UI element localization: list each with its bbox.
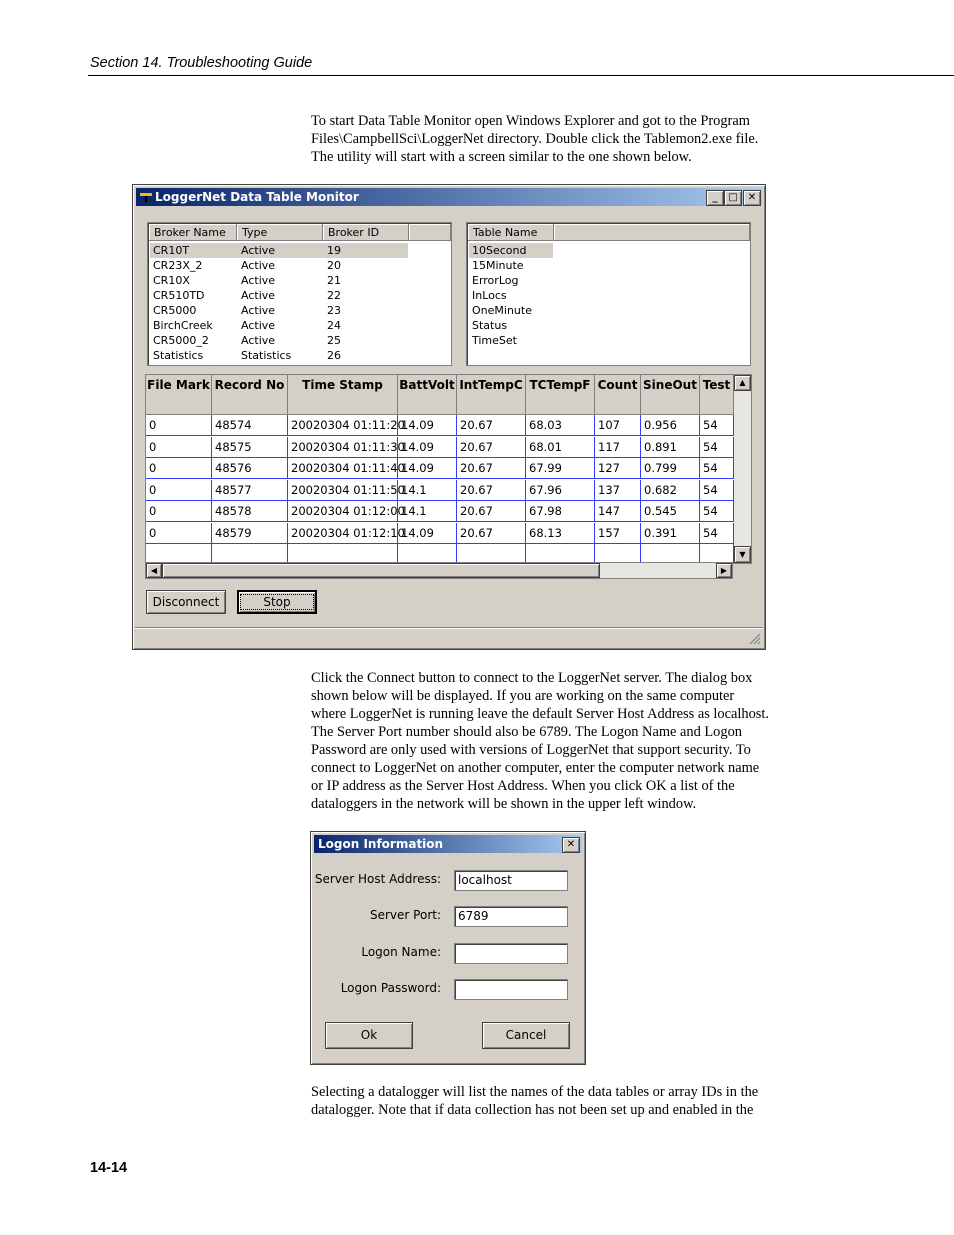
closing-paragraph (311, 1083, 816, 1119)
grid-cell[interactable]: 147 (595, 501, 641, 522)
grid-cell[interactable]: 54 (700, 501, 734, 522)
grid-cell[interactable]: 0.799 (641, 458, 700, 479)
grid-cell[interactable]: 20.67 (457, 415, 526, 436)
grid-cell[interactable]: 20.67 (457, 501, 526, 522)
resize-grip-icon[interactable] (749, 633, 761, 645)
disconnect-label: Disconnect (152, 595, 220, 609)
ok-label: Ok (360, 1028, 378, 1042)
broker-cell: 19 (327, 244, 341, 257)
grid-cell[interactable]: 14.09 (398, 415, 457, 436)
stop-label: Stop (241, 595, 312, 609)
broker-cell: Active (241, 304, 276, 317)
logon-title: Logon Information (318, 837, 444, 851)
grid-column-header[interactable]: Time Stamp (288, 375, 398, 415)
broker-cell: Active (241, 289, 276, 302)
grid-cell[interactable] (146, 544, 212, 564)
grid-cell[interactable]: 20020304 01:11:40 (288, 458, 398, 479)
cancel-button[interactable] (482, 1022, 570, 1049)
grid-cell[interactable]: 137 (595, 480, 641, 501)
table-name: 15Minute (472, 259, 524, 272)
grid-column-header[interactable]: File Mark (146, 375, 212, 415)
broker-cell: Active (241, 334, 276, 347)
scroll-left-button[interactable]: ◀ (146, 563, 162, 578)
grid-cell[interactable]: 54 (700, 523, 734, 544)
grid-cell[interactable]: 54 (700, 458, 734, 479)
minimize-button[interactable]: _ (706, 190, 724, 206)
grid-cell[interactable]: 157 (595, 523, 641, 544)
text-line: Password are only used with versions of LoggerNet that support security. To (311, 742, 751, 758)
broker-cell: Active (241, 274, 276, 287)
broker-cell: 21 (327, 274, 341, 287)
grid-cell[interactable]: 20.67 (457, 437, 526, 458)
text-line: Click the Connect button to connect to the LoggerNet server. The dialog box (311, 670, 753, 686)
text-line: To start Data Table Monitor open Windows Explorer and got to the Program (311, 113, 750, 129)
grid-cell[interactable]: 68.13 (526, 523, 595, 544)
grid-cell[interactable]: 14.09 (398, 523, 457, 544)
grid-cell[interactable]: 14.1 (398, 501, 457, 522)
grid-cell[interactable]: 48575 (212, 437, 288, 458)
grid-cell[interactable]: 14.09 (398, 437, 457, 458)
text-line: shown below will be displayed. If you are working on the same computer (311, 688, 735, 704)
grid-cell[interactable] (288, 544, 398, 564)
status-bar (135, 627, 763, 647)
broker-row[interactable] (150, 258, 450, 273)
disconnect-button[interactable] (146, 590, 226, 614)
grid-cell[interactable]: 20020304 01:12:10 (288, 523, 398, 544)
grid-cell[interactable] (700, 544, 734, 564)
grid-cell[interactable]: 0 (146, 501, 212, 522)
broker-list[interactable] (147, 222, 452, 366)
scroll-up-button[interactable]: ▲ (734, 375, 751, 391)
text-line: connect to LoggerNet on another computer, enter the computer network name (311, 760, 760, 776)
grid-cell[interactable]: 0.391 (641, 523, 700, 544)
grid-cell[interactable]: 54 (700, 415, 734, 436)
logon-password-input[interactable] (454, 979, 568, 1000)
text-line: The Server Port number should also be 6789. The Logon Name and Logon (311, 724, 742, 740)
text-line: dataloggers in the network will be shown in the upper left window. (311, 796, 697, 812)
grid-cell[interactable]: 68.01 (526, 437, 595, 458)
table-row[interactable] (469, 243, 553, 258)
vertical-scrollbar[interactable] (734, 375, 751, 563)
broker-cell: Statistics (241, 349, 292, 362)
grid-cell[interactable]: 48576 (212, 458, 288, 479)
grid-column-header[interactable]: Test (700, 375, 734, 415)
table-row[interactable] (469, 303, 739, 318)
broker-row[interactable] (150, 303, 450, 318)
table-row[interactable] (469, 318, 739, 333)
grid-cell[interactable]: 0 (146, 458, 212, 479)
broker-cell: CR10X (153, 274, 190, 287)
server-host-input[interactable]: localhost (454, 870, 568, 891)
table-row[interactable] (469, 288, 739, 303)
grid-cell[interactable]: 20020304 01:11:20 (288, 415, 398, 436)
broker-cell: 22 (327, 289, 341, 302)
table-name: Status (472, 319, 508, 332)
grid-cell[interactable]: 48574 (212, 415, 288, 436)
grid-cell[interactable]: 14.1 (398, 480, 457, 501)
intro-paragraph (311, 112, 816, 166)
broker-cell: CR510TD (153, 289, 205, 302)
broker-row[interactable] (150, 288, 450, 303)
table-row[interactable] (469, 273, 739, 288)
app-icon (140, 192, 152, 202)
server-port-input[interactable]: 6789 (454, 906, 568, 927)
broker-cell: Active (241, 259, 276, 272)
broker-cell: CR5000 (153, 304, 197, 317)
grid-cell[interactable]: 20.67 (457, 480, 526, 501)
ok-button[interactable] (325, 1022, 413, 1049)
grid-cell[interactable]: 48577 (212, 480, 288, 501)
grid-cell[interactable]: 20.67 (457, 458, 526, 479)
broker-cell: Active (241, 319, 276, 332)
broker-row[interactable] (150, 273, 450, 288)
monitor-title: LoggerNet Data Table Monitor (155, 190, 359, 204)
grid-cell[interactable]: 14.09 (398, 458, 457, 479)
broker-row[interactable] (150, 243, 408, 258)
table-list[interactable] (466, 222, 751, 366)
connect-paragraph (311, 669, 816, 813)
page-number: 14-14 (90, 1160, 128, 1176)
empty-column-header (409, 224, 451, 241)
broker-cell: 23 (327, 304, 341, 317)
grid-cell[interactable]: 127 (595, 458, 641, 479)
type-column-header[interactable]: Type (237, 224, 323, 241)
table-name: 10Second (472, 244, 527, 257)
logon-dialog (310, 831, 586, 1065)
grid-cell[interactable]: 0.545 (641, 501, 700, 522)
broker-row[interactable] (150, 318, 450, 333)
grid-cell[interactable]: 67.98 (526, 501, 595, 522)
grid-column-header[interactable]: Record No (212, 375, 288, 415)
broker-row[interactable] (150, 348, 450, 363)
server-host-label: Server Host Address: (314, 872, 441, 886)
grid-cell[interactable]: 54 (700, 437, 734, 458)
broker-cell: 25 (327, 334, 341, 347)
server-port-label: Server Port: (370, 908, 441, 922)
logon-titlebar (314, 835, 582, 853)
grid-cell[interactable]: 0 (146, 437, 212, 458)
close-button[interactable]: ✕ (562, 837, 580, 853)
grid-column-header[interactable]: SineOut (641, 375, 700, 415)
broker-id-column-header[interactable]: Broker ID (323, 224, 409, 241)
grid-cell[interactable]: 117 (595, 437, 641, 458)
horizontal-scrollbar[interactable] (145, 562, 733, 579)
data-grid[interactable] (145, 374, 752, 564)
scroll-right-button[interactable]: ▶ (716, 563, 732, 578)
section-header: Section 14. Troubleshooting Guide (90, 55, 313, 71)
grid-cell[interactable]: 20020304 01:12:00 (288, 501, 398, 522)
broker-cell: Statistics (153, 349, 204, 362)
text-line: or IP address as the Server Host Address. When you click OK a list of the (311, 778, 735, 794)
grid-cell[interactable] (398, 544, 457, 564)
table-name-column-header[interactable]: Table Name (468, 224, 554, 241)
grid-cell[interactable] (595, 544, 641, 564)
header-rule (88, 75, 954, 76)
logon-name-input[interactable] (454, 943, 568, 964)
maximize-button[interactable]: □ (724, 190, 742, 206)
text-line: datalogger. Note that if data collection has not been set up and enabled in the (311, 1102, 754, 1118)
broker-cell: CR5000_2 (153, 334, 209, 347)
grid-cell[interactable]: 0.891 (641, 437, 700, 458)
grid-cell[interactable]: 0 (146, 415, 212, 436)
table-row[interactable] (469, 258, 739, 273)
grid-cell[interactable]: 67.96 (526, 480, 595, 501)
table-name: OneMinute (472, 304, 532, 317)
grid-cell[interactable] (457, 544, 526, 564)
grid-cell[interactable]: 0 (146, 480, 212, 501)
table-name: InLocs (472, 289, 507, 302)
grid-cell[interactable]: 20.67 (457, 523, 526, 544)
broker-cell: 20 (327, 259, 341, 272)
scroll-down-button[interactable]: ▼ (734, 546, 751, 563)
grid-cell[interactable]: 0.956 (641, 415, 700, 436)
broker-cell: CR10T (153, 244, 190, 257)
text-line: where LoggerNet is running leave the default Server Host Address as localhost. (311, 706, 769, 722)
text-line: Selecting a datalogger will list the names of the data tables or array IDs in the (311, 1084, 759, 1100)
close-button[interactable]: ✕ (743, 190, 761, 206)
data-table-monitor-window (132, 184, 766, 650)
grid-cell[interactable]: 20020304 01:11:30 (288, 437, 398, 458)
grid-cell[interactable]: 48579 (212, 523, 288, 544)
grid-column-header[interactable]: Count (595, 375, 641, 415)
broker-cell: BirchCreek (153, 319, 213, 332)
text-line: The utility will start with a screen similar to the one shown below. (311, 149, 692, 165)
text-line: Files\CampbellSci\LoggerNet directory. Double click the Tablemon2.exe file. (311, 131, 759, 147)
table-name: ErrorLog (472, 274, 519, 287)
broker-cell: CR23X_2 (153, 259, 203, 272)
table-name: TimeSet (472, 334, 517, 347)
grid-cell[interactable]: 107 (595, 415, 641, 436)
grid-column-header[interactable]: IntTempC (457, 375, 526, 415)
grid-cell[interactable] (212, 544, 288, 564)
grid-cell[interactable]: 67.99 (526, 458, 595, 479)
cancel-label: Cancel (505, 1028, 547, 1042)
grid-cell[interactable]: 20020304 01:11:50 (288, 480, 398, 501)
grid-column-header[interactable]: BattVolt (398, 375, 457, 415)
broker-cell: 26 (327, 349, 341, 362)
broker-cell: 24 (327, 319, 341, 332)
grid-cell[interactable]: 68.03 (526, 415, 595, 436)
grid-cell[interactable] (641, 544, 700, 564)
grid-cell[interactable]: 0.682 (641, 480, 700, 501)
monitor-titlebar (136, 188, 762, 206)
broker-name-column-header[interactable]: Broker Name (149, 224, 237, 241)
table-row[interactable] (469, 333, 739, 348)
grid-cell[interactable] (526, 544, 595, 564)
broker-row[interactable] (150, 333, 450, 348)
grid-column-header[interactable]: TCTempF (526, 375, 595, 415)
broker-cell: Active (241, 244, 276, 257)
scroll-thumb[interactable] (162, 563, 600, 578)
grid-cell[interactable]: 54 (700, 480, 734, 501)
grid-cell[interactable]: 0 (146, 523, 212, 544)
empty-column-header (554, 224, 750, 241)
logon-password-label: Logon Password: (340, 981, 441, 995)
stop-button[interactable] (237, 590, 317, 614)
grid-cell[interactable]: 48578 (212, 501, 288, 522)
logon-name-label: Logon Name: (361, 945, 441, 959)
